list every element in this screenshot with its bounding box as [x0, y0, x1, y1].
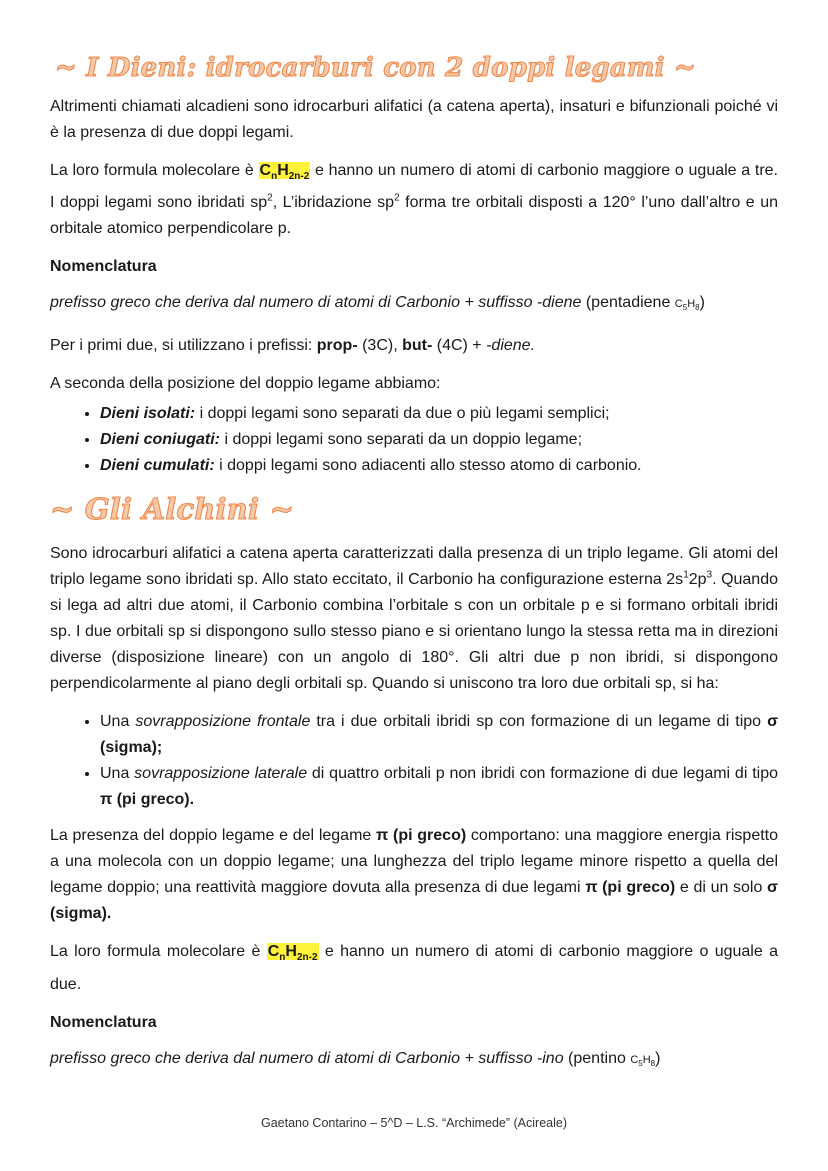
alchini-properties: La presenza del doppio legame e del legame π (pi greco) comportano: una maggiore energia rispetto a una molecola con un doppio legame; una lunghezza del triplo legame minore rispetto a quella del legame doppio; una reattività maggiore dovuta alla presenza di due legami π (pi greco) e di un solo σ (sigma).: [50, 827, 778, 923]
alchini-overlap-list: [50, 709, 778, 813]
dieni-formula-paragraph: La loro formula molecolare è $C_nH_{2n-2}$ e hanno un numero di atomi di carbonio maggiore o uguale a tre. I doppi legami sono ibridati $sp^2$, L’ibridazione $sp^2$ forma tre orbitali disposti a 120° l’uno dall’altro e un orbitale atomico perpendicolare p.: [50, 162, 779, 238]
dieni-types-list: [50, 401, 778, 479]
page-footer: Gaetano Contarino – 5^D – L.S. “Archimede” (Acireale): [260, 1116, 567, 1130]
formula-highlight: $C_nH_{2n-2}$: [259, 162, 310, 183]
dieni-nomenclatura-rule: prefisso greco che deriva dal numero di atomi di Carbonio + suffisso -diene (pentadiene $C_5H_8$): [50, 294, 705, 313]
alchini-intro: Sono idrocarburi alifatici a catena aperta caratterizzati dalla presenza di un triplo legame. Gli atomi del triplo legame sono ibridati sp. Allo stato eccitato, il Carbonio ha configurazione esterna $2s^12p^3$. Quando si lega ad altri due atomi, il Carbonio combina l’orbitale s con un orbitale p e si formano orbitali ibridi sp. I due orbitali sp si dispongono sullo stesso piano e si orientano lungo la stessa retta ma in direzioni diverse (disposizione lineare) con un angolo di 180°. Gli altri due p non ibridi, si dispongono perpendicolarmente al piano degli orbitali sp. Quando si uniscono tra loro due orbitali sp, si ha:: [50, 545, 779, 693]
list-item: • Una sovrapposizione laterale di quattro orbitali p non ibridi con formazione di due legami di tipo π (pi greco).: [100, 761, 778, 813]
dieni-nomenclatura-heading: Nomenclatura: [50, 258, 157, 276]
section-title-alchini: ~ Gli Alchini ~: [50, 492, 295, 527]
list-item: • Dieni cumulati: i doppi legami sono adiacenti allo stesso atomo di carbonio.: [100, 453, 778, 479]
alchini-nomenclatura-rule: prefisso greco che deriva dal numero di atomi di Carbonio + suffisso -ino (pentino $C_5H_8$): [50, 1049, 661, 1068]
formula-highlight: $C_nH_{2n-2}$: [267, 943, 318, 964]
dieni-intro: Altrimenti chiamati alcadieni sono idrocarburi alifatici (a catena aperta), insaturi e bifunzionali poiché vi è la presenza di due doppi legami.: [50, 98, 778, 141]
list-item: • Una sovrapposizione frontale tra i due orbitali ibridi sp con formazione di un legame di tipo σ (sigma);: [100, 709, 778, 761]
list-item: • Dieni coniugati: i doppi legami sono separati da un doppio legame;: [100, 427, 778, 453]
alchini-nomenclatura-heading: Nomenclatura: [50, 1013, 157, 1031]
list-item: • Dieni isolati: i doppi legami sono separati da due o più legami semplici;: [100, 401, 778, 427]
section-title-dieni: ~ I Dieni: idrocarburi con 2 doppi legami ~: [55, 53, 696, 83]
alchini-formula-paragraph: La loro formula molecolare è $C_nH_{2n-2}$ e hanno un numero di atomi di carbonio maggiore o uguale a due.: [50, 943, 778, 993]
dieni-posizione: A seconda della posizione del doppio legame abbiamo:: [50, 375, 441, 393]
dieni-prefissi: Per i primi due, si utilizzano i prefissi: prop- (3C), but- (4C) + -diene.: [50, 337, 536, 355]
page-content: [50, 48, 778, 1089]
